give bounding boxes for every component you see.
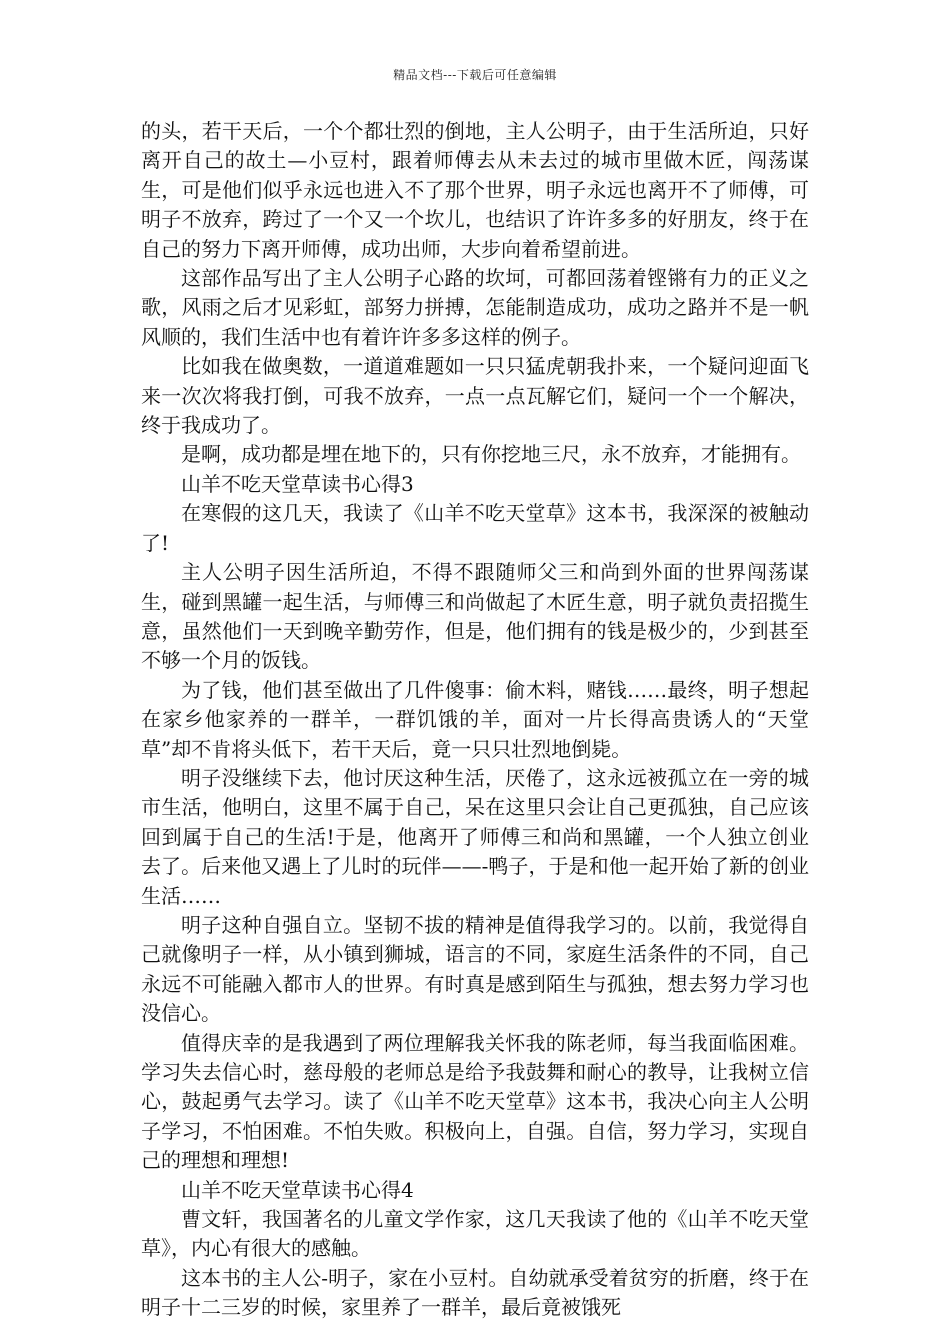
- paragraph: 主人公明子因生活所迫，不得不跟随师父三和尚到外面的世界闯荡谋生，碰到黑罐一起生活，与师傅三和尚做起了木匠生意，明子就负责招揽生意，虽然他们一天到晚辛勤劳作，但是，他们拥有的钱是极少的，少到甚至不够一个月的饭钱。: [141, 560, 809, 673]
- section-heading: 山羊不吃天堂草读书心得4: [181, 1177, 414, 1202]
- paragraph: 这本书的主人公-明子，家在小豆村。自幼就承受着贫穷的折磨，终于在明子十二三岁的时候，家里养了一群羊，最后竟被饿死: [141, 1265, 809, 1320]
- paragraph: 明子这种自强自立。坚韧不拔的精神是值得我学习的。以前，我觉得自己就像明子一样，从小镇到狮城，语言的不同，家庭生活条件的不同，自己永远不可能融入都市人的世界。有时真是感到陌生与孤独，想去努力学习也没信心。: [141, 912, 809, 1026]
- paragraph: 明子没继续下去，他讨厌这种生活，厌倦了，这永远被孤立在一旁的城市生活，他明白，这里不属于自己，呆在这里只会让自己更孤独，自己应该回到属于自己的生活!于是，他离开了师傅三和尚和黑罐，一个人独立创业去了。后来他又遇上了儿时的玩伴——-鸭子，于是和他一起开始了新的创业生活……: [141, 765, 809, 908]
- paragraph: 比如我在做奥数，一道道难题如一只只猛虎朝我扑来，一个疑问迎面飞来一次次将我打倒，可我不放弃，一点一点瓦解它们，疑问一个一个解决，终于我成功了。: [141, 354, 809, 438]
- page-header: 精品文档---下载后可任意编辑: [393, 68, 557, 82]
- section-heading: 山羊不吃天堂草读书心得3: [181, 471, 414, 496]
- paragraph: 在寒假的这几天，我读了《山羊不吃天堂草》这本书，我深深的被触动了!: [141, 501, 809, 555]
- paragraph: 值得庆幸的是我遇到了两位理解我关怀我的陈老师，每当我面临困难。学习失去信心时，慈母般的老师总是给予我鼓舞和耐心的教导，让我树立信心，鼓起勇气去学习。读了《山羊不吃天堂草》这本书，我决心向主人公明子学习，不怕困难。不怕失败。积极向上，自强。自信，努力学习，实现自己的理想和理想!: [141, 1030, 809, 1173]
- paragraph: 为了钱，他们甚至做出了几件傻事：偷木料，赌钱……最终，明子想起在家乡他家养的一群羊，一群饥饿的羊，面对一片长得高贵诱人的“天堂草”却不肯将头低下，若干天后，竟一只只壮烈地倒毙。: [141, 677, 809, 761]
- paragraph: 的头，若干天后，一个个都壮烈的倒地，主人公明子，由于生活所迫，只好离开自己的故土—小豆村，跟着师傅去从未去过的城市里做木匠，闯荡谋生，可是他们似乎永远也进入不了那个世界，明子永远也离开不了师傅，可明子不放弃，跨过了一个又一个坎儿，也结识了许许多多的好朋友，终于在自己的努力下离开师傅，成功出师，大步向着希望前进。: [141, 119, 809, 261]
- paragraph: 这部作品写出了主人公明子心路的坎坷，可都回荡着铿锵有力的正义之歌，风雨之后才见彩虹，部努力拼搏，怎能制造成功，成功之路并不是一帆风顺的，我们生活中也有着许许多多这样的例子。: [141, 266, 809, 349]
- paragraph: 是啊，成功都是埋在地下的，只有你挖地三尺，永不放弃，才能拥有。: [181, 442, 801, 467]
- paragraph: 曹文轩，我国著名的儿童文学作家，这几天我读了他的《山羊不吃天堂草》，内心有很大的感触。: [141, 1207, 809, 1261]
- document-body: [141, 117, 809, 1323]
